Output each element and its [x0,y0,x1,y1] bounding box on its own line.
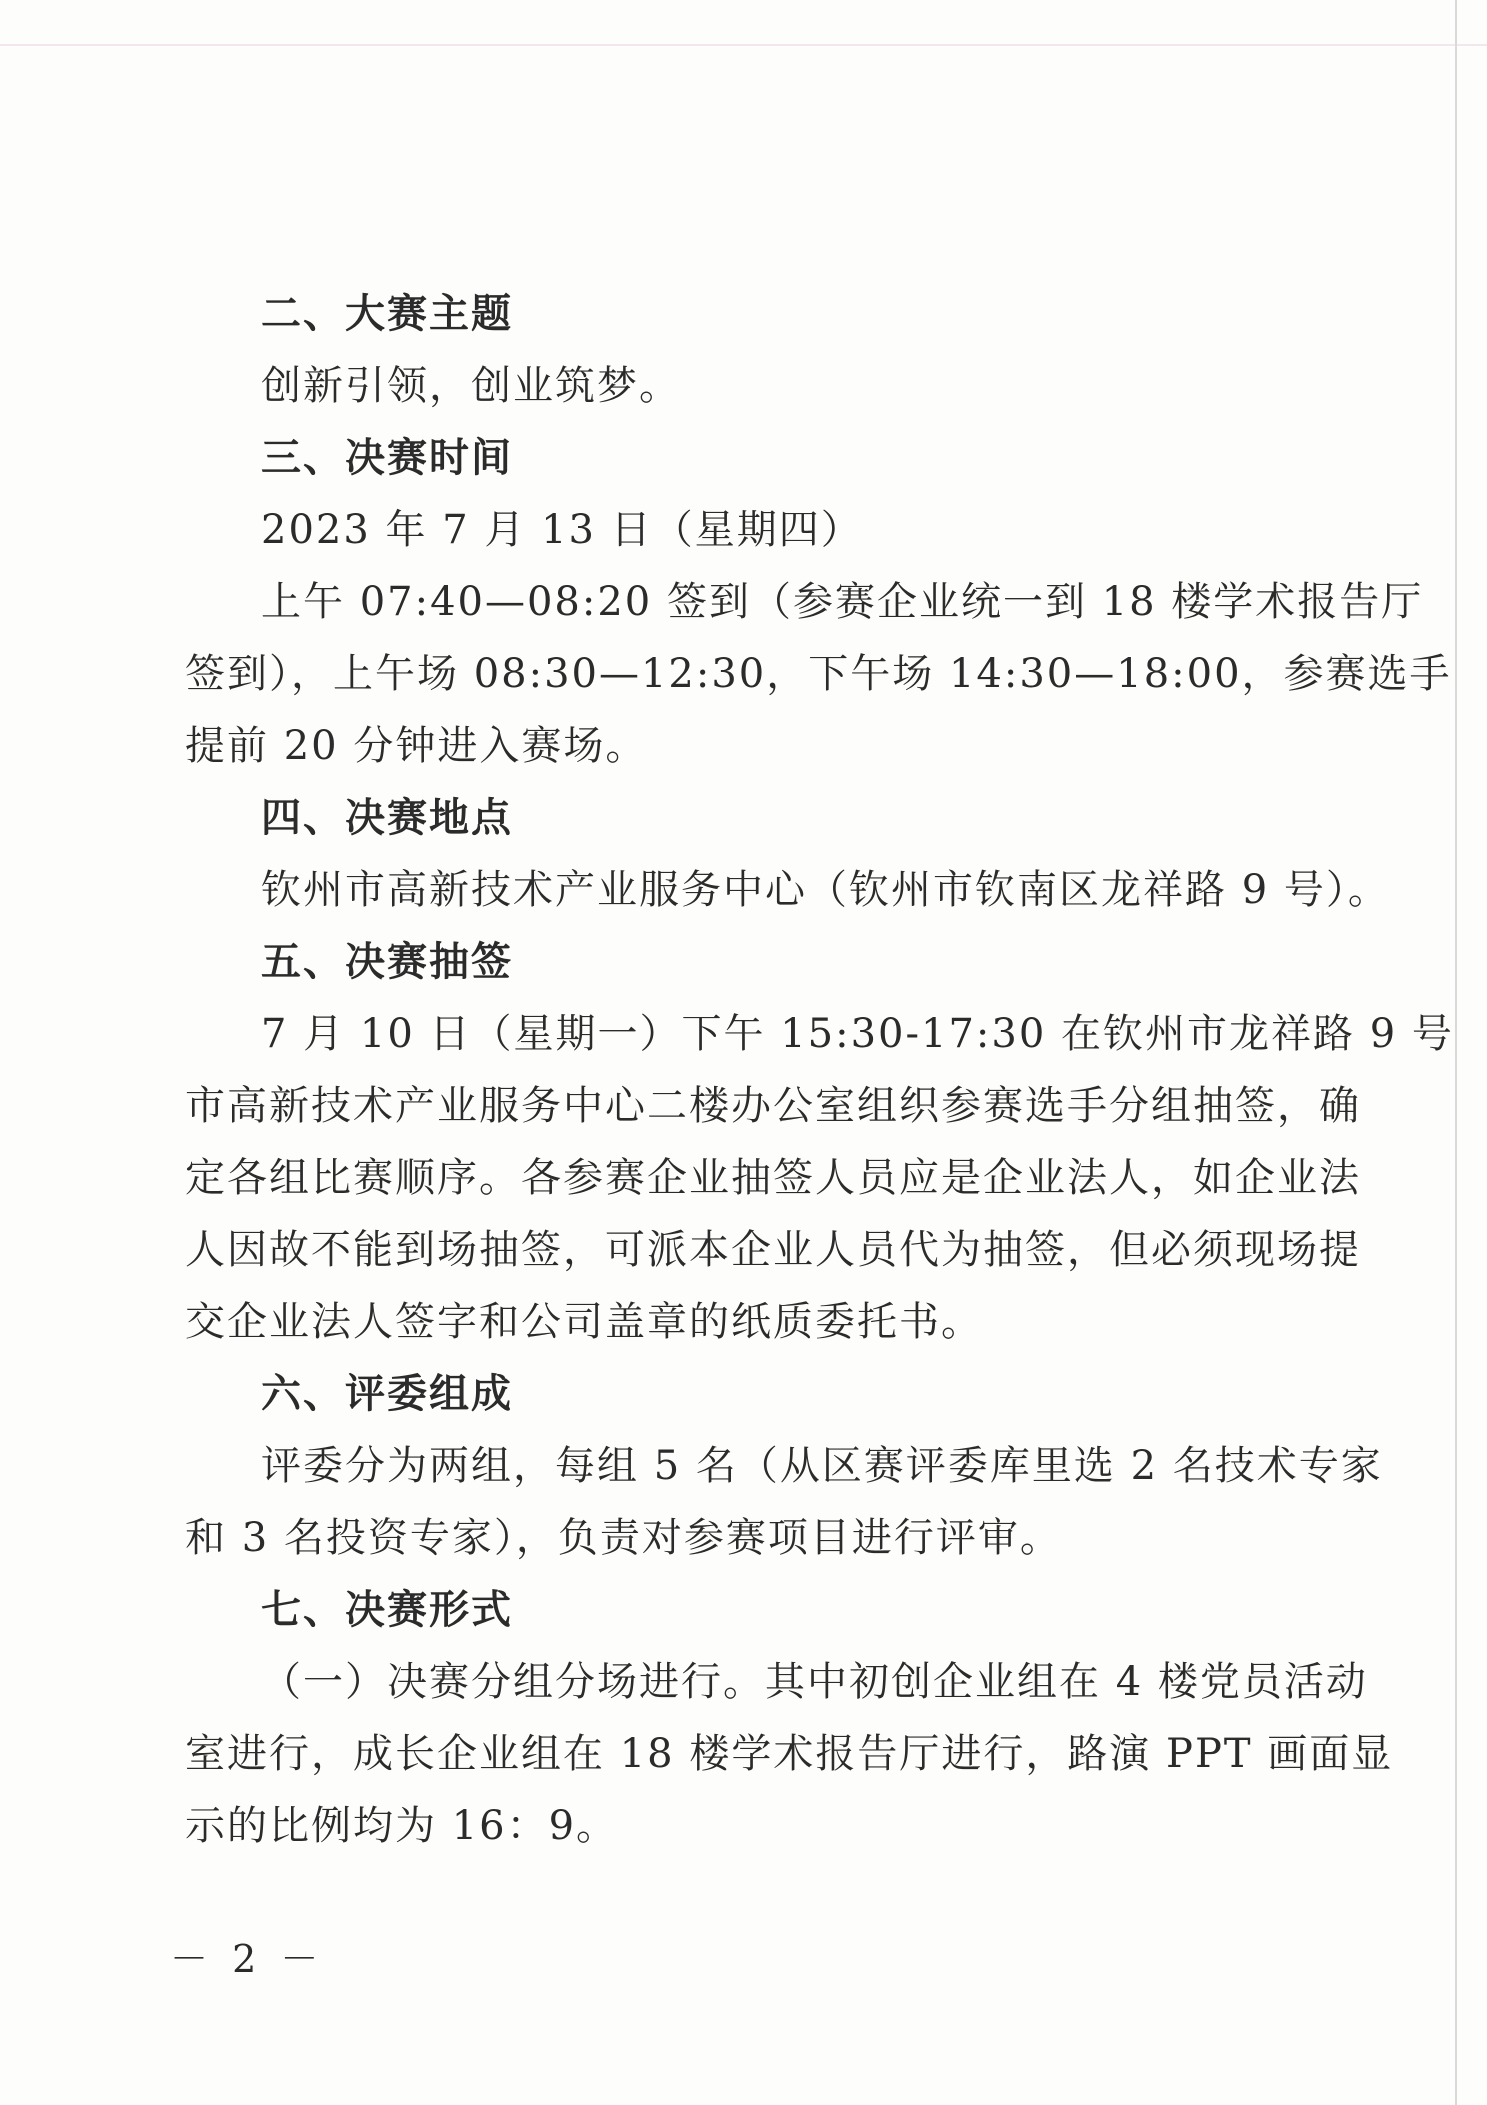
paragraph-line: 创新引领，创业筑梦。 [261,363,681,409]
paragraph-line: 钦州市高新技术产业服务中心（钦州市钦南区龙祥路 9 号）。 [261,867,1390,913]
paragraph-line: 提前 20 分钟进入赛场。 [185,723,648,769]
paragraph-line: 市高新技术产业服务中心二楼办公室组织参赛选手分组抽签，确 [185,1083,1361,1129]
paragraph-line: 交企业法人签字和公司盖章的纸质委托书。 [185,1299,983,1345]
paragraph-line: 示的比例均为 16：9。 [185,1803,619,1849]
section-heading: 三、决赛时间 [261,435,513,481]
section-heading: 四、决赛地点 [261,795,513,841]
document-body [185,278,1454,1862]
paragraph-line: 评委分为两组，每组 5 名（从区赛评委库里选 2 名技术专家 [261,1443,1383,1489]
paragraph-line: 定各组比赛顺序。各参赛企业抽签人员应是企业法人，如企业法 [185,1155,1361,1201]
page-number: － 2 － [170,1937,325,1981]
paragraph-line: 上午 07:40—08:20 签到（参赛企业统一到 18 楼学术报告厅 [261,579,1424,625]
paragraph-line: 和 3 名投资专家），负责对参赛项目进行评审。 [185,1515,1062,1561]
scan-edge-line [1455,0,1457,2105]
section-heading: 二、大赛主题 [261,291,513,337]
section-heading: 七、决赛形式 [261,1587,513,1633]
section-heading: 五、决赛抽签 [261,939,513,985]
paragraph-line: （一）决赛分组分场进行。其中初创企业组在 4 楼党员活动 [261,1659,1368,1705]
section-heading: 六、评委组成 [261,1371,513,1417]
paragraph-line: 室进行，成长企业组在 18 楼学术报告厅进行，路演 PPT 画面显 [185,1731,1394,1777]
paragraph-line: 7 月 10 日（星期一）下午 15:30-17:30 在钦州市龙祥路 9 号 [261,1011,1454,1057]
paragraph-line: 签到），上午场 08:30—12:30，下午场 14:30—18:00，参赛选手 [185,651,1452,697]
scan-top-tint [0,44,1487,46]
paragraph-line: 人因故不能到场抽签，可派本企业人员代为抽签，但必须现场提 [185,1227,1361,1273]
paragraph-line: 2023 年 7 月 13 日（星期四） [261,507,863,553]
